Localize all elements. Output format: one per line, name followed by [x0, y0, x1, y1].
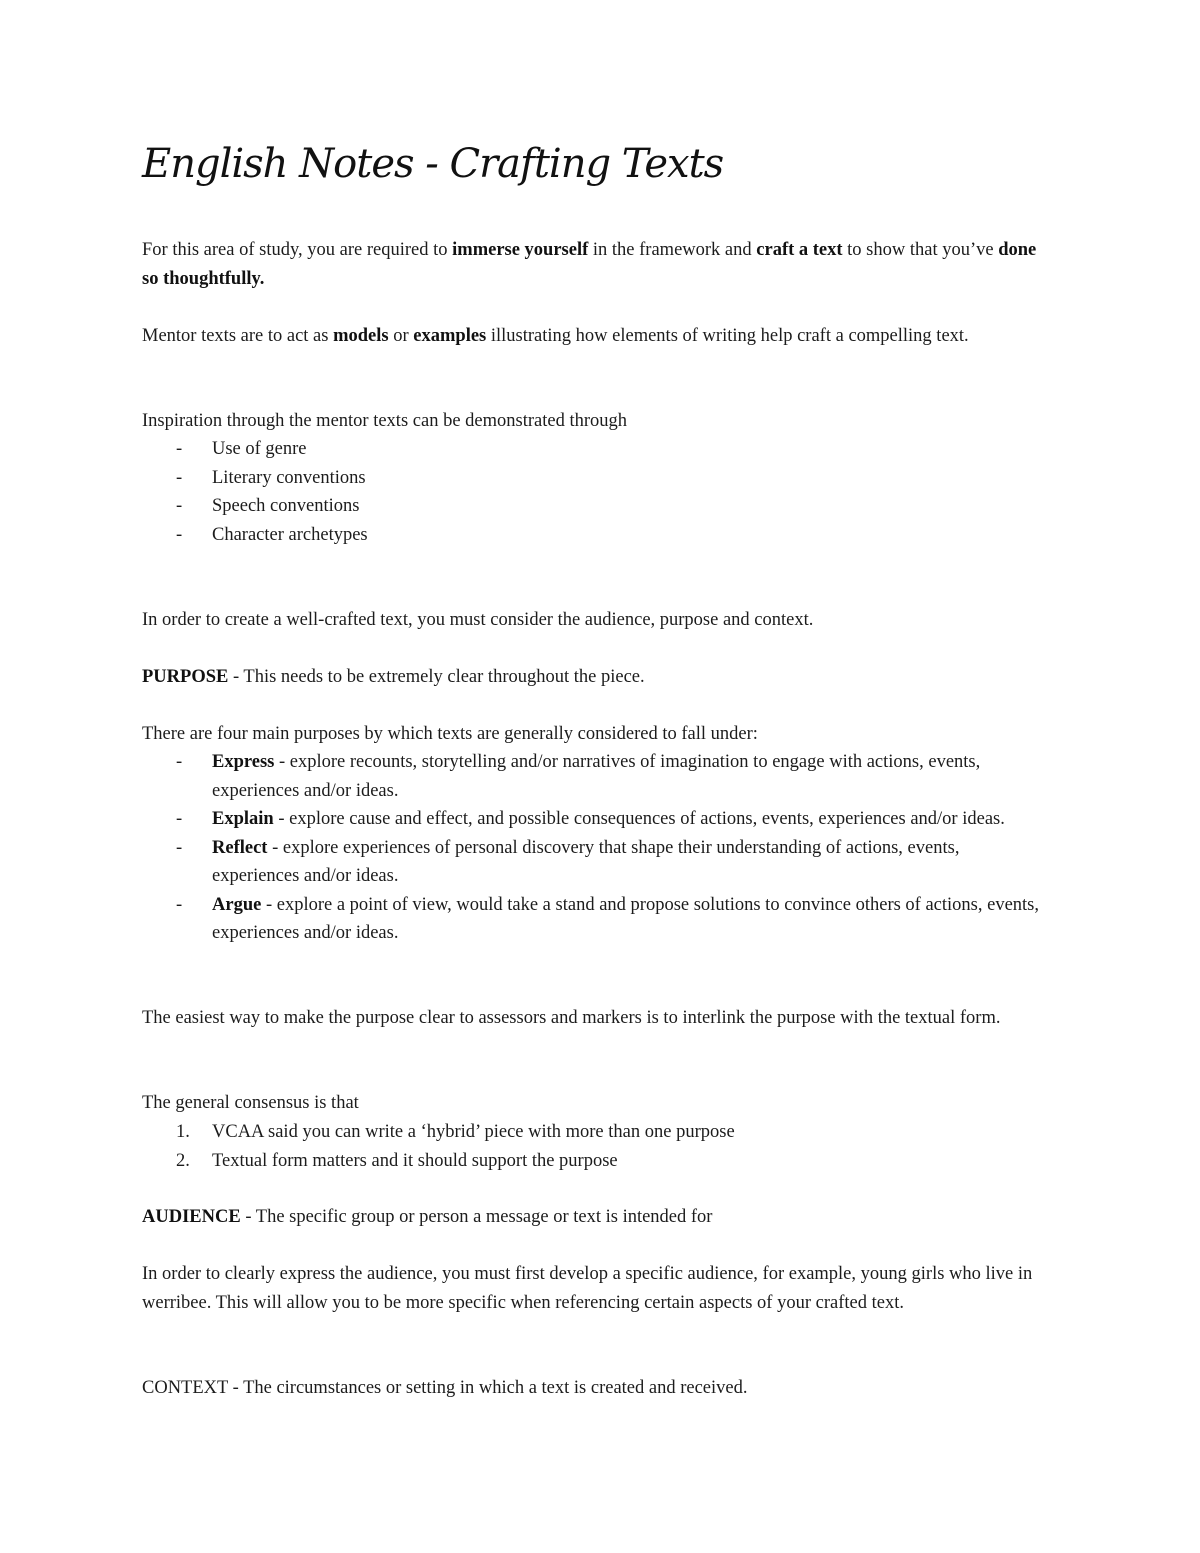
purpose-term: Argue	[212, 894, 262, 915]
purpose-term: Reflect	[212, 837, 268, 858]
audience-text: - The specific group or person a message or text is intended for	[240, 1207, 713, 1227]
context-paragraph: CONTEXT - The circumstances or setting in which a text is created and received.	[142, 1378, 748, 1398]
list-item-text: Textual form matters and it should support the purpose	[212, 1150, 618, 1171]
page-title: English Notes - Crafting Texts	[142, 141, 724, 187]
audience-detail-paragraph: In order to clearly express the audience, you must first develop a specific audience, for example, young girls who live in werribee. This will allow you to be more specific when referencing certain aspects of your crafted text.	[142, 1264, 1033, 1313]
intro-emphasis-1: immerse yourself	[452, 240, 589, 260]
list-item	[142, 492, 1047, 521]
dash-marker: -	[176, 467, 183, 488]
purpose-term: Explain	[212, 809, 274, 829]
easiest-paragraph: The easiest way to make the purpose clear to assessors and markers is to interlink the purpose with the textual form.	[142, 1008, 1001, 1028]
list-item	[142, 834, 1047, 891]
list-item-text: Speech conventions	[212, 496, 360, 516]
list-item-text: VCAA said you can write a ‘hybrid’ piece with more than one purpose	[212, 1122, 735, 1142]
mentor-emphasis-2: examples	[413, 326, 487, 346]
purposes-lead: There are four main purposes by which texts are generally considered to fall under:	[142, 724, 758, 744]
mentor-emphasis-1: models	[333, 326, 389, 346]
consensus-lead: The general consensus is that	[142, 1093, 359, 1113]
dash-marker: -	[176, 894, 183, 915]
consider-paragraph: In order to create a well-crafted text, you must consider the audience, purpose and context.	[142, 610, 814, 630]
audience-heading: AUDIENCE	[142, 1207, 241, 1227]
dash-marker: -	[176, 752, 183, 772]
mentor-text-1: Mentor texts are to act as	[142, 326, 334, 346]
list-item	[142, 521, 1047, 550]
dash-marker: -	[176, 439, 183, 459]
dash-marker: -	[176, 524, 183, 545]
consensus-list	[142, 1118, 1047, 1175]
intro-text-1: For this area of study, you are required to	[142, 240, 453, 260]
list-item	[142, 1118, 1047, 1147]
list-item	[142, 1147, 1047, 1176]
purpose-heading: PURPOSE	[142, 667, 229, 687]
audience-paragraph	[142, 1203, 1047, 1232]
number-marker: 1.	[176, 1122, 190, 1142]
inspiration-list	[142, 435, 1047, 549]
list-item-text: Use of genre	[212, 439, 307, 459]
intro-emphasis-2: craft a text	[756, 240, 843, 260]
intro-text-3: to show that you’ve	[842, 240, 999, 260]
list-item-text: Literary conventions	[212, 467, 366, 488]
list-item	[142, 464, 1047, 493]
mentor-text-2: or	[388, 326, 414, 346]
list-item	[142, 805, 1047, 834]
inspiration-lead: Inspiration through the mentor texts can be demonstrated through	[142, 411, 627, 431]
number-marker: 2.	[176, 1150, 190, 1171]
mentor-text-3: illustrating how elements of writing help craft a compelling text.	[486, 326, 969, 346]
purpose-paragraph	[142, 663, 1047, 692]
purpose-description: - explore recounts, storytelling and/or narratives of imagination to engage with actions, events, experiences and/or ideas.	[212, 752, 981, 801]
dash-marker: -	[176, 809, 183, 829]
purpose-term: Express	[212, 752, 275, 772]
list-item	[142, 748, 1047, 805]
purpose-description: - explore cause and effect, and possible consequences of actions, events, experiences and/or ideas.	[273, 809, 1005, 829]
intro-paragraph	[142, 236, 1047, 293]
purpose-description: - explore a point of view, would take a stand and propose solutions to convince others of actions, events, experiences and/or ideas.	[212, 894, 1039, 943]
list-item	[142, 435, 1047, 464]
intro-emphasis-3: done so thoughtfully.	[142, 240, 1037, 289]
dash-marker: -	[176, 496, 183, 516]
dash-marker: -	[176, 837, 183, 858]
list-item-text: Character archetypes	[212, 524, 368, 545]
mentor-paragraph	[142, 322, 1047, 351]
list-item	[142, 891, 1047, 948]
purpose-text: - This needs to be extremely clear throughout the piece.	[228, 667, 645, 687]
intro-text-2: in the framework and	[588, 240, 757, 260]
purposes-list	[142, 748, 1047, 948]
purpose-description: - explore experiences of personal discovery that shape their understanding of actions, events, experiences and/or ideas.	[212, 837, 960, 886]
